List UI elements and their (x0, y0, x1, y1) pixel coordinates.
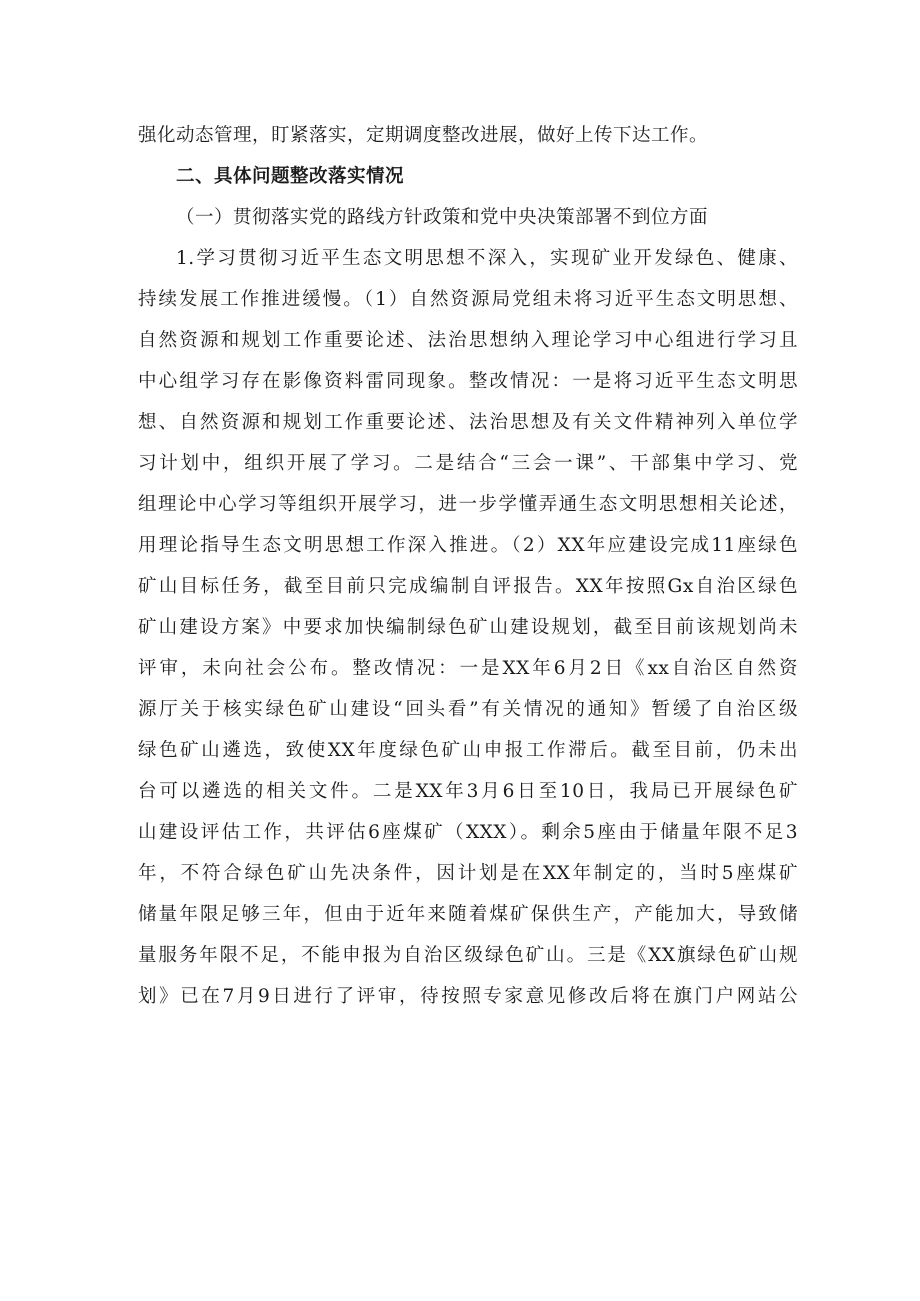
paragraph-line: 储量年限足够三年，但由于近年来随着煤矿保供生产，产能加大，导致储 (138, 904, 798, 925)
document-page (138, 115, 798, 1017)
paragraph-line: 组理论中心学习等组织开展学习，进一步学懂弄通生态文明思想相关论述， (138, 494, 798, 515)
section-heading: 二、具体问题整改落实情况 (176, 166, 405, 187)
paragraph-line: 山建设评估工作，共评估6座煤矿（XXX）。剩余5座由于储量年限不足3 (138, 822, 798, 843)
paragraph-line: 想、自然资源和规划工作重要论述、法治思想及有关文件精神列入单位学 (138, 412, 798, 433)
paragraph-line: 矿山目标任务，截至目前只完成编制自评报告。XX年按照Gx自治区绿色 (138, 576, 798, 597)
paragraph-line: 用理论指导生态文明思想工作深入推进。（2）XX年应建设完成11座绿色 (138, 535, 798, 556)
paragraph-line: 中心组学习存在影像资料雷同现象。整改情况：一是将习近平生态文明思 (138, 371, 798, 392)
paragraph-line: 绿色矿山遴选，致使XX年度绿色矿山申报工作滞后。截至目前，仍未出 (138, 740, 798, 761)
paragraph-line: 台可以遴选的相关文件。二是XX年3月6日至10日，我局已开展绿色矿 (138, 781, 798, 802)
paragraph-line: 强化动态管理，盯紧落实，定期调度整改进展，做好上传下达工作。 (138, 125, 709, 146)
paragraph-line: 持续发展工作推进缓慢。（1）自然资源局党组未将习近平生态文明思想、 (138, 289, 798, 310)
paragraph-line: 源厅关于核实绿色矿山建设“回头看”有关情况的通知》暂缓了自治区级 (138, 699, 798, 720)
paragraph-line: 习计划中，组织开展了学习。二是结合“三会一课”、干部集中学习、党 (138, 453, 798, 474)
paragraph-line: 自然资源和规划工作重要论述、法治思想纳入理论学习中心组进行学习且 (138, 330, 798, 351)
paragraph-line: 划》已在7月9日进行了评审，待按照专家意见修改后将在旗门户网站公 (138, 986, 798, 1007)
paragraph-line: 量服务年限不足，不能申报为自治区级绿色矿山。三是《XX旗绿色矿山规 (138, 945, 798, 966)
subsection-heading: （一）贯彻落实党的路线方针政策和党中央决策部署不到位方面 (176, 207, 709, 228)
paragraph-line: 年，不符合绿色矿山先决条件，因计划是在XX年制定的，当时5座煤矿 (138, 863, 798, 884)
paragraph-line: 评审，未向社会公布。整改情况：一是XX年6月2日《xx自治区自然资 (138, 658, 798, 679)
paragraph-line: 矿山建设方案》中要求加快编制绿色矿山建设规划，截至目前该规划尚未 (138, 617, 798, 638)
paragraph-line: 1.学习贯彻习近平生态文明思想不深入，实现矿业开发绿色、健康、 (176, 248, 798, 269)
